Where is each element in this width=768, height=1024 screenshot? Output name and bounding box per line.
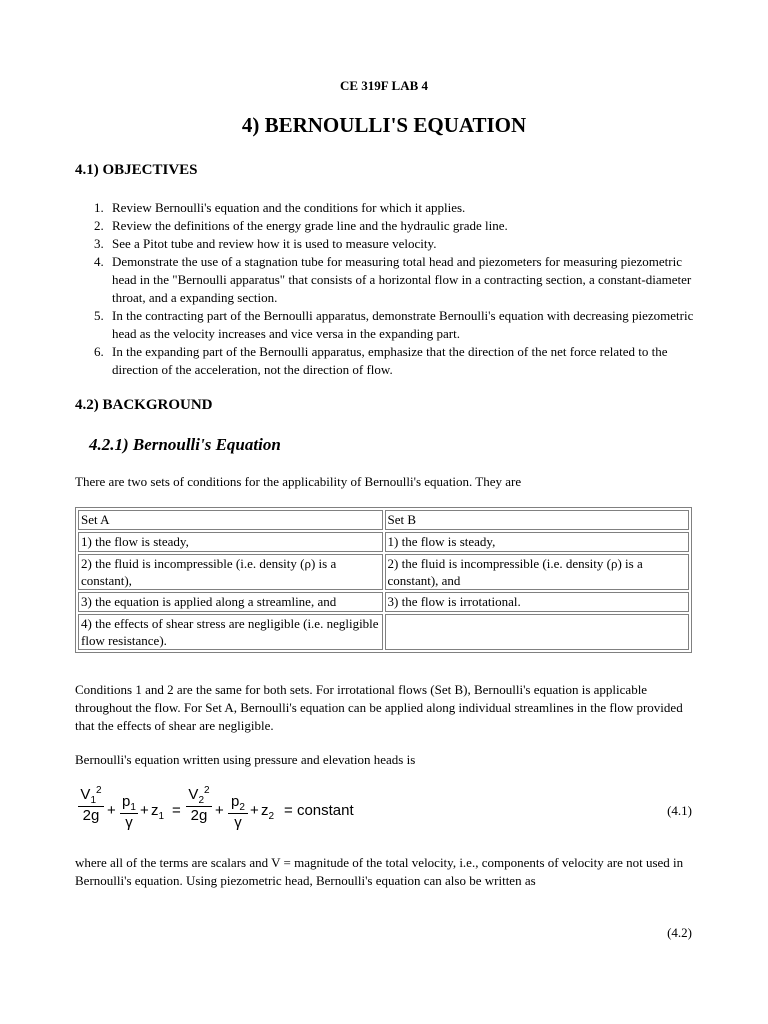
plus-sign: + [140, 802, 149, 819]
table-cell: 3) the flow is irrotational. [385, 592, 690, 612]
plus-sign: + [215, 802, 224, 819]
list-item [75, 253, 695, 307]
scalar-terms-paragraph: where all of the terms are scalars and V = magnitude of the total velocity, i.e., components of velocity are not used in Bernoulli's equation. Using piezometric head, Bernoulli's equation can also be written as [75, 855, 684, 888]
list-item [75, 217, 695, 235]
elevation-head-1: $z_1$ [151, 802, 165, 822]
table-row [78, 532, 689, 552]
equation-number-4-2: (4.2) [667, 925, 692, 940]
table-header-set-a: Set A [78, 510, 383, 530]
list-number: 5. [94, 308, 104, 323]
list-text: Review the definitions of the energy grade line and the hydraulic grade line. [112, 218, 508, 233]
objectives-list [75, 199, 695, 379]
list-text: Demonstrate the use of a stagnation tube for measuring total head and piezometers for measuring piezometric head in the "Bernoulli apparatus" that consists of a horizontal flow in a contracting section, a constant-diameter throat, and a expanding section. [112, 254, 692, 305]
table-cell: 1) the flow is steady, [78, 532, 383, 552]
objectives-heading: 4.1) OBJECTIVES [75, 162, 198, 178]
velocity-head-1: $\frac{V_1^2}{2g}$ [78, 785, 104, 824]
table-header-set-b: Set B [385, 510, 690, 530]
table-header-row [78, 510, 689, 530]
bernoulli-equation [78, 785, 378, 840]
bernoulli-subheading: 4.2.1) Bernoulli's Equation [89, 435, 281, 454]
course-code: CE 319F LAB 4 [340, 78, 428, 93]
table-row [78, 614, 689, 650]
list-number: 6. [94, 344, 104, 359]
equation-rhs: = constant [284, 802, 354, 819]
list-item [75, 235, 695, 253]
table-cell: 2) the fluid is incompressible (i.e. density (ρ) is a constant), and [385, 554, 690, 590]
table-row [78, 554, 689, 590]
plus-sign: + [107, 802, 116, 819]
table-row [78, 592, 689, 612]
list-number: 1. [94, 200, 104, 215]
table-cell: 1) the flow is steady, [385, 532, 690, 552]
conditions-intro: There are two sets of conditions for the applicability of Bernoulli's equation. They are [75, 474, 522, 489]
plus-sign: + [250, 802, 259, 819]
conditions-table [75, 507, 692, 653]
list-text: Review Bernoulli's equation and the conditions for which it applies. [112, 200, 466, 215]
elevation-head-2: $z_2$ [261, 802, 275, 822]
list-item [75, 307, 695, 343]
background-heading: 4.2) BACKGROUND [75, 397, 213, 413]
equation-number-4-1: (4.1) [667, 803, 692, 818]
list-number: 2. [94, 218, 104, 233]
list-number: 4. [94, 254, 104, 269]
list-item [75, 343, 695, 379]
list-text: In the expanding part of the Bernoulli apparatus, emphasize that the direction of the net force related to the direction of the acceleration, not the direction of flow. [112, 344, 668, 377]
conditions-paragraph: Conditions 1 and 2 are the same for both sets. For irrotational flows (Set B), Bernoulli's equation is applicable throughout the flow. For Set A, Bernoulli's equation can be applied along individual streamlines in the flow provided that the effects of shear are negligible. [75, 682, 683, 733]
table-cell: 4) the effects of shear stress are negligible (i.e. negligible flow resistance). [78, 614, 383, 650]
list-text: In the contracting part of the Bernoulli apparatus, demonstrate Bernoulli's equation with decreasing piezometric head as the velocity increases and vice versa in the expanding part. [112, 308, 694, 341]
pressure-head-1: $\frac{p_1}{\gamma}$ [120, 793, 138, 831]
pressure-head-2: $\frac{p_2}{\gamma}$ [228, 793, 248, 831]
list-item [75, 199, 695, 217]
velocity-head-2: $\frac{V_2^2}{2g}$ [186, 785, 212, 824]
page-title: 4) BERNOULLI'S EQUATION [241, 113, 527, 137]
equation-intro: Bernoulli's equation written using pressure and elevation heads is [75, 752, 416, 767]
table-cell: 2) the fluid is incompressible (i.e. density (ρ) is a constant), [78, 554, 383, 590]
list-number: 3. [94, 236, 104, 251]
table-cell [385, 614, 690, 650]
table-cell: 3) the equation is applied along a streamline, and [78, 592, 383, 612]
equals-sign: = [172, 802, 181, 819]
list-text: See a Pitot tube and review how it is used to measure velocity. [112, 236, 437, 251]
